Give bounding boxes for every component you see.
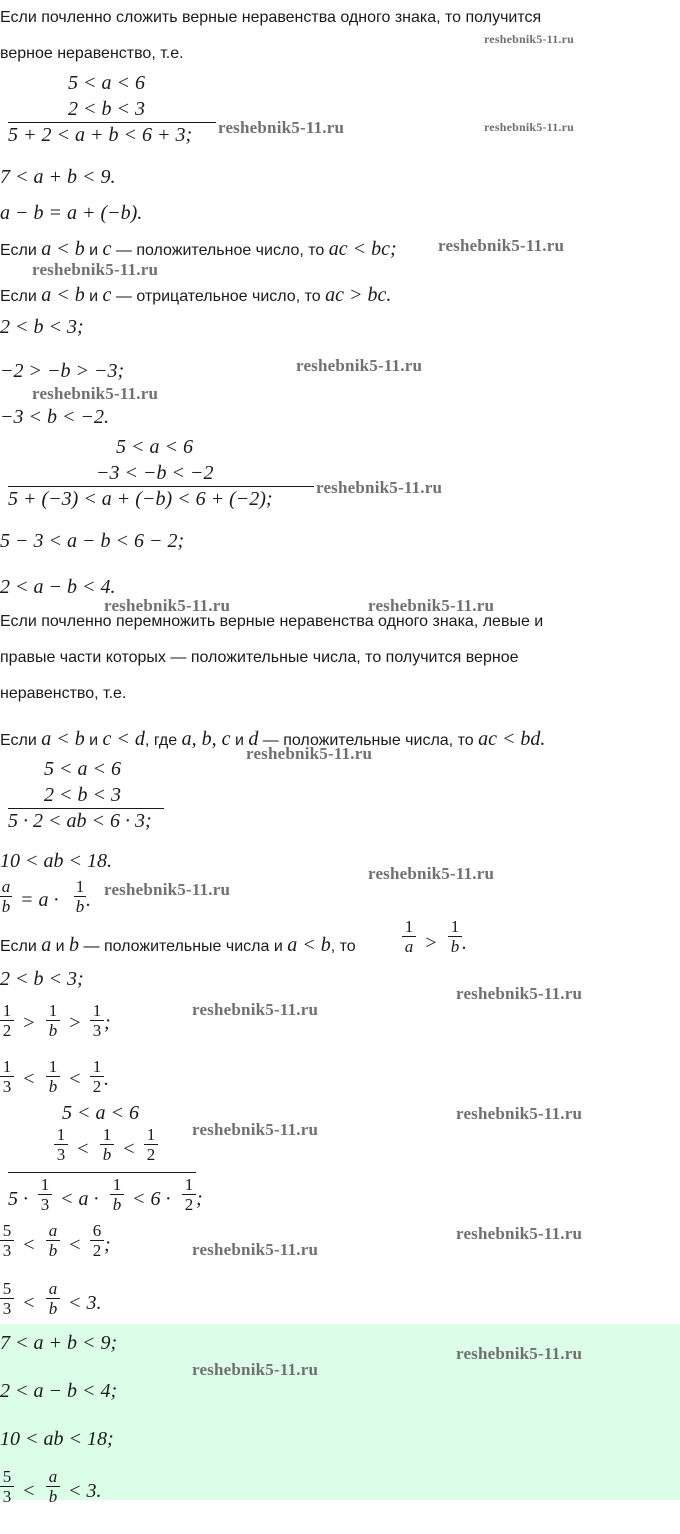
- diff-ineq: 5 − 3 < a − b < 6 − 2;: [0, 530, 185, 552]
- diff-result: 2 < a − b < 4.: [0, 576, 116, 598]
- sum-ineq: 5 + 2 < a + b < 6 + 3;: [8, 124, 193, 146]
- lt-sign: <: [22, 1068, 36, 1090]
- fraction-six-halves: 6 2: [90, 1222, 104, 1259]
- watermark: reshebnik5-11.ru: [456, 984, 583, 1003]
- subtraction-identity: a − b = a + (−b).: [0, 202, 143, 224]
- fraction-one-half: 1 2: [182, 1176, 196, 1213]
- paragraph-product-rule-line2: правые части которых — положительные числа, то получится верное: [0, 649, 519, 666]
- paragraph-negative-mult: Если a < b и c — отрицательное число, то ac > bc.: [0, 284, 392, 306]
- gt-sign: >: [22, 1012, 36, 1034]
- fraction-one-third: 1 3: [90, 1002, 104, 1039]
- semicolon: ;: [196, 1188, 203, 1210]
- period: .: [462, 932, 467, 954]
- gt-sign: >: [424, 932, 438, 954]
- watermark: reshebnik5-11.ru: [32, 260, 159, 279]
- watermark: reshebnik5-11.ru: [218, 118, 345, 137]
- sum-ineq: 5 + (−3) < a + (−b) < 6 + (−2);: [8, 488, 273, 510]
- ineq-neg-b-sorted: −3 < b < −2.: [0, 406, 109, 428]
- ineq-a: 5 < a < 6: [44, 758, 121, 780]
- watermark: reshebnik5-11.ru: [316, 478, 443, 497]
- paragraph-product-rule-line3: неравенство, т.е.: [0, 685, 127, 702]
- watermark: reshebnik5-11.ru: [296, 356, 423, 375]
- answer-product: 10 < ab < 18;: [0, 1428, 114, 1450]
- fraction-five-thirds: 5 3: [0, 1468, 14, 1505]
- ineq-a: 5 < a < 6: [68, 72, 145, 94]
- fraction-one-half: 1 2: [0, 1002, 14, 1039]
- prod-6-dot: < 6 ·: [132, 1188, 171, 1210]
- lt-sign: <: [22, 1234, 36, 1256]
- ineq-b: 2 < b < 3: [44, 784, 121, 806]
- prod-5-dot: 5 ·: [8, 1188, 28, 1210]
- watermark: reshebnik5-11.ru: [456, 1224, 583, 1243]
- paragraph-reciprocal-rule: Если a и b — положительные числа и a < b, то: [0, 934, 356, 956]
- ineq-b: 2 < b < 3: [68, 98, 145, 120]
- sum-rule-line: [8, 122, 216, 123]
- period: .: [86, 889, 91, 911]
- product-ineq: 5 · 2 < ab < 6 · 3;: [8, 810, 152, 832]
- semicolon: ;: [104, 1234, 111, 1256]
- watermark: reshebnik5-11.ru: [368, 596, 495, 615]
- watermark: reshebnik5-11.ru: [456, 1104, 583, 1123]
- watermark: reshebnik5-11.ru: [456, 1344, 583, 1363]
- semicolon: ;: [104, 1012, 111, 1034]
- fraction-one-over-a: 1 a: [402, 918, 416, 955]
- product-rule-line: [8, 1172, 196, 1173]
- answer-diff: 2 < a − b < 4;: [0, 1380, 118, 1402]
- lt-sign: <: [68, 1068, 82, 1090]
- answer-box: [0, 1324, 680, 1506]
- fraction-one-over-b: 1 b: [448, 918, 462, 955]
- fraction-one-third: 1 3: [38, 1176, 52, 1213]
- fraction-one-over-b: 1 b: [110, 1176, 124, 1213]
- paragraph-positive-mult: Если a < b и c — положительное число, то ac < bc;: [0, 238, 397, 260]
- watermark: reshebnik5-11.ru: [192, 1360, 319, 1379]
- lt-sign: <: [76, 1138, 90, 1160]
- fraction-a-over-b: a b: [46, 1222, 60, 1259]
- lt-sign: <: [68, 1234, 82, 1256]
- paragraph-product-condition: Если a < b и c < d, где a, b, c и d — положительные числа, то ac < bd.: [0, 728, 546, 750]
- product-result: 10 < ab < 18.: [0, 850, 112, 872]
- fraction-one-over-b: 1 b: [46, 1002, 60, 1039]
- fraction-a-over-b: a b: [46, 1468, 60, 1505]
- paragraph-sum-rule-line2: верное неравенство, т.е.: [0, 45, 184, 62]
- ineq-neg-b: −3 < −b < −2: [96, 462, 214, 484]
- watermark: reshebnik5-11.ru: [192, 1120, 319, 1139]
- watermark: reshebnik5-11.ru: [484, 32, 574, 46]
- fraction-five-thirds: 5 3: [0, 1280, 14, 1317]
- ineq-b-bounds: 2 < b < 3;: [0, 316, 84, 338]
- paragraph-sum-rule-line1: Если почленно сложить верные неравенства одного знака, то получится: [0, 9, 542, 26]
- product-rule-line: [8, 808, 164, 809]
- watermark: reshebnik5-11.ru: [368, 864, 495, 883]
- sum-rule-line: [8, 486, 314, 487]
- watermark: reshebnik5-11.ru: [192, 1240, 319, 1259]
- fraction-one-over-b: 1 b: [46, 1058, 60, 1095]
- fraction-one-over-b: 1 b: [75, 877, 85, 916]
- lt-sign: <: [22, 1480, 36, 1502]
- fraction-a-over-b: a b: [1, 877, 11, 916]
- result-sum: 7 < a + b < 9.: [0, 166, 116, 188]
- lt-sign: <: [22, 1292, 36, 1314]
- watermark: reshebnik5-11.ru: [32, 384, 159, 403]
- gt-sign: >: [68, 1012, 82, 1034]
- fraction-one-half: 1 2: [144, 1126, 158, 1163]
- ineq-b-bounds: 2 < b < 3;: [0, 968, 84, 990]
- fraction-one-half: 1 2: [90, 1058, 104, 1095]
- eq-a-dot: = a ·: [20, 889, 59, 911]
- prod-a-dot: < a ·: [60, 1188, 99, 1210]
- fraction-five-thirds: 5 3: [0, 1222, 14, 1259]
- lt-three: < 3.: [68, 1292, 102, 1314]
- watermark: reshebnik5-11.ru: [438, 236, 565, 255]
- watermark: reshebnik5-11.ru: [104, 880, 231, 899]
- watermark: reshebnik5-11.ru: [104, 596, 231, 615]
- ineq-neg-b: −2 > −b > −3;: [0, 360, 125, 382]
- ineq-a: 5 < a < 6: [62, 1102, 139, 1124]
- answer-sum: 7 < a + b < 9;: [0, 1332, 118, 1354]
- fraction-one-over-b: 1 b: [100, 1126, 114, 1163]
- fraction-one-third: 1 3: [0, 1058, 14, 1095]
- period: .: [104, 1068, 109, 1090]
- paragraph-product-rule-line1: Если почленно перемножить верные неравенства одного знака, левые и: [0, 613, 544, 630]
- lt-sign: <: [122, 1138, 136, 1160]
- fraction-a-over-b: a b: [46, 1280, 60, 1317]
- watermark: reshebnik5-11.ru: [246, 744, 373, 763]
- watermark: reshebnik5-11.ru: [484, 120, 574, 134]
- ineq-a: 5 < a < 6: [116, 436, 193, 458]
- watermark: reshebnik5-11.ru: [192, 1000, 319, 1019]
- fraction-one-third: 1 3: [54, 1126, 68, 1163]
- answer-quotient-tail: < 3.: [68, 1480, 102, 1502]
